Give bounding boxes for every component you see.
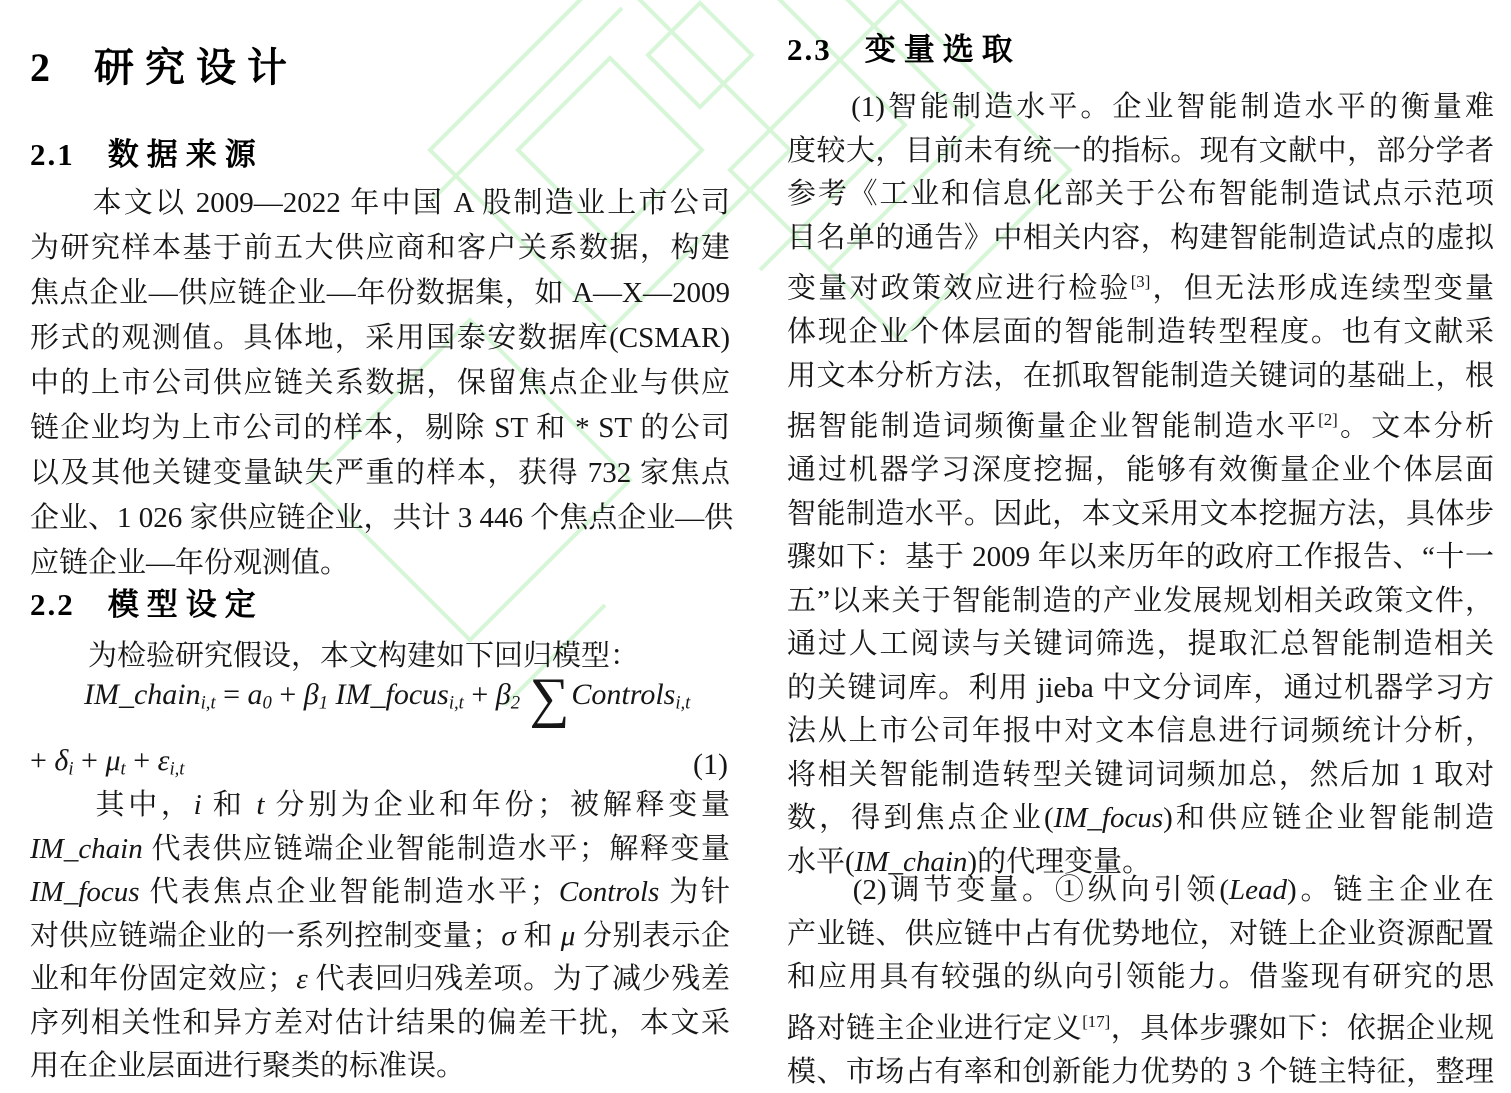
- text-line: 通过人工阅读与关键词筛选，提取汇总智能制造相关: [787, 628, 1494, 661]
- paragraph-model-intro: [30, 634, 730, 678]
- text-line: 和应用具有较强的纵向引领能力。借鉴现有研究的思: [787, 961, 1494, 993]
- text-line: 产业链、供应链中占有优势地位，对链上企业资源配置: [787, 917, 1494, 950]
- subsection-number: 2.2: [30, 587, 75, 622]
- text-line: IM_focus 代表焦点企业智能制造水平；Controls 为针: [30, 876, 730, 908]
- text-line: 中的上市公司供应链关系数据，保留焦点企业与供应: [30, 367, 730, 399]
- text-line: 其中，i 和 t 分别为企业和年份；被解释变量: [30, 789, 730, 821]
- subsection-title: 数据来源: [107, 137, 264, 172]
- paragraph-im-level: [787, 86, 1494, 884]
- text-line: 为研究样本基于前五大供应商和客户关系数据，构建: [30, 232, 730, 264]
- text-line: 本文以 2009—2022 年中国 A 股制造业上市公司: [30, 187, 730, 219]
- text-line: 链企业均为上市公司的样本，剔除 ST 和 * ST 的公司: [30, 412, 730, 444]
- text-line: (1)智能制造水平。企业智能制造水平的衡量难: [787, 91, 1494, 123]
- text-line: 参考《工业和信息化部关于公布智能制造试点示范项: [787, 178, 1494, 210]
- paragraph-variable-explanation: [30, 784, 730, 1089]
- text-line: 以及其他关键变量缺失严重的样本，获得 732 家焦点: [30, 457, 730, 489]
- paragraph-moderator-variable: [787, 869, 1494, 1093]
- text-line: IM_chain 代表供应链端企业智能制造水平；解释变量: [30, 832, 730, 865]
- text-line: 模、市场占有率和创新能力优势的 3 个链主特征，整理: [787, 1055, 1494, 1088]
- text-line: 目名单的通告》中相关内容，构建智能制造试点的虚拟: [787, 221, 1494, 254]
- subsection-heading-2-2: [30, 586, 730, 623]
- subsection-heading-2-1: [30, 136, 730, 173]
- paragraph-data-source: [30, 181, 734, 586]
- section-heading: [30, 44, 730, 92]
- section-number: 2: [30, 45, 50, 90]
- text-line: 路对链主企业进行定义[17]，具体步骤如下：依据企业规: [787, 1011, 1494, 1045]
- text-line: 智能制造水平。因此，本文采用文本挖掘方法，具体步: [787, 497, 1494, 530]
- text-line: 骤如下：基于 2009 年以来历年的政府工作报告、“十一: [787, 541, 1494, 574]
- text-line: 企业、1 026 家供应链企业，共计 3 446 个焦点企业—供: [30, 502, 734, 534]
- text-line: 将相关智能制造转型关键词词频加总，然后加 1 取对: [787, 758, 1494, 791]
- text-line: 应链企业—年份观测值。: [30, 547, 350, 579]
- text-line: 形式的观测值。具体地，采用国泰安数据库(CSMAR): [30, 322, 730, 354]
- right-column: [787, 0, 1494, 1093]
- equation-number: (1): [693, 748, 728, 781]
- text-line: 据智能制造词频衡量企业智能制造水平[2]。文本分析: [787, 410, 1494, 443]
- text-line: 数，得到焦点企业(IM_focus)和供应链企业智能制造: [787, 802, 1494, 835]
- text-line: 水平(IM_chain)的代理变量。: [787, 845, 1152, 878]
- formula-line-2: + $\delta_i + \mu_t + \varepsilon_{i,t}$: [30, 744, 185, 780]
- text-line: 对供应链端企业的一系列控制变量；σ 和 μ 分别表示企: [30, 919, 730, 952]
- text-line: 通过机器学习深度挖掘，能够有效衡量企业个体层面: [787, 454, 1494, 487]
- subsection-title: 模型设定: [107, 587, 264, 622]
- text-line: 度较大，目前未有统一的指标。现有文献中，部分学者: [787, 134, 1494, 167]
- text-line: 焦点企业—供应链企业—年份数据集，如 A—X—2009: [30, 277, 730, 309]
- text-line: 变量对政策效应进行检验[3]，但无法形成连续型变量: [787, 272, 1494, 305]
- text-line: (2)调节变量。①纵向引领(Lead)。链主企业在: [787, 874, 1494, 906]
- text-line: 序列相关性和异方差对估计结果的偏差干扰，本文采: [30, 1006, 730, 1039]
- section-title: 研究设计: [94, 46, 298, 90]
- subsection-number: 2.3: [787, 32, 832, 67]
- text-line: 体现企业个体层面的智能制造转型程度。也有文献采: [787, 316, 1494, 349]
- subsection-title: 变量选取: [864, 32, 1021, 67]
- subsection-heading-2-3: [787, 31, 1494, 68]
- text-line: 用文本分析方法，在抓取智能制造关键词的基础上，根: [787, 359, 1494, 392]
- text-line: 业和年份固定效应；ε 代表回归残差项。为了减少残差: [30, 963, 730, 995]
- subsection-number: 2.1: [30, 137, 75, 172]
- text-line: 为检验研究假设，本文构建如下回归模型：: [30, 640, 640, 672]
- left-column: [30, 0, 734, 1093]
- text-line: 五”以来关于智能制造的产业发展规划相关政策文件，: [787, 584, 1494, 617]
- formula-line-1: IM_chain$_{i,t}$ = $a_0 + \beta_1$ IM_focus$_{i,t}$ + $\beta_2$ ∑Controls$_{i,t}$: [84, 667, 691, 729]
- text-line: 的关键词库。利用 jieba 中文分词库，通过机器学习方: [787, 671, 1494, 704]
- text-line: 用在企业层面进行聚类的标准误。: [30, 1050, 466, 1082]
- text-line: 法从上市公司年报中对文本信息进行词频统计分析，: [787, 715, 1494, 748]
